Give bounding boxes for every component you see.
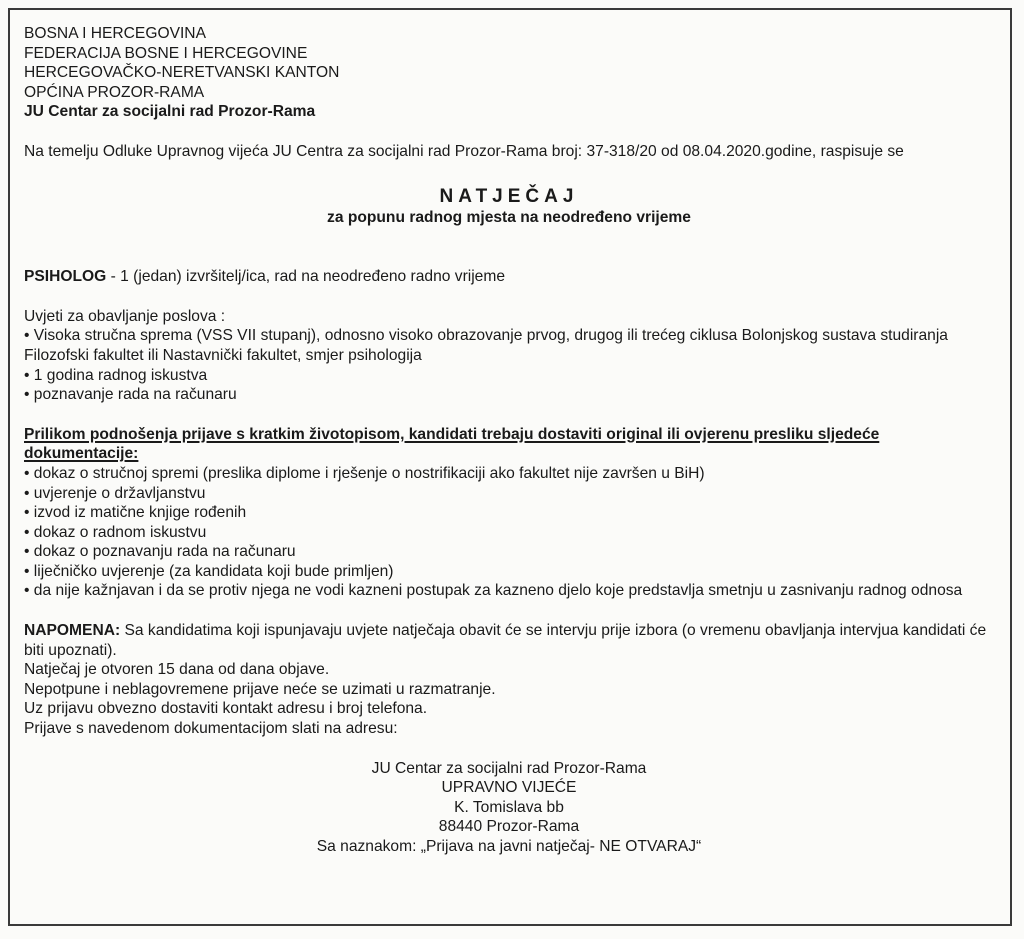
address-block [24,759,994,857]
document-item: • uvjerenje o državljanstvu [24,484,206,502]
header-canton: HERCEGOVAČKO-NERETVANSKI KANTON [24,64,340,82]
documents-heading: Prilikom podnošenja prijave s kratkim životopisom, kandidati trebaju dostaviti original ili ovjerenu presliku sljedeće dokumentacije: [24,425,880,463]
documents-section [24,425,994,601]
document-subtitle: za popunu radnog mjesta na neodređeno vrijeme [327,208,691,226]
condition-item: • poznavanje rada na računaru [24,386,237,404]
document-item: • liječničko uvjerenje (za kandidata koji bude primljen) [24,562,394,580]
note-text: Sa kandidatima koji ispunjavaju uvjete natječaja obavit će se intervju prije izbora (o vremenu obavljanja intervjua kandidati će biti upoznati). [24,622,987,659]
address-street: K. Tomislava bb [454,798,564,816]
address-council: UPRAVNO VIJEĆE [441,779,577,797]
address-city: 88440 Prozor-Rama [438,818,580,836]
document-content [24,24,994,857]
document-item: • dokaz o radnom iskustvu [24,523,207,541]
header-block [24,24,994,122]
header-institution: JU Centar za socijalni rad Prozor-Rama [24,103,316,121]
note-line: Nepotpune i neblagovremene prijave neće se uzimati u razmatranje. [24,680,496,698]
document-item: • dokaz o poznavanju rada na računaru [24,543,296,561]
address-institution: JU Centar za socijalni rad Prozor-Rama [371,759,647,777]
note-line: Prijave s navedenom dokumentacijom slati na adresu: [24,720,398,738]
header-country: BOSNA I HERCEGOVINA [24,25,206,42]
title-block [24,186,994,228]
address-marking: Sa naznakom: „Prijava na javni natječaj- NE OTVARAJ“ [316,838,702,855]
document-item: • da nije kažnjavan i da se protiv njega ne vodi kazneni postupak za kazneno djelo koje predstavlja smetnju u zasnivanju radnog odnosa [24,582,963,600]
position-line [24,267,994,287]
header-municipality: OPĆINA PROZOR-RAMA [24,83,205,101]
intro-paragraph: Na temelju Odluke Upravnog vijeća JU Centra za socijalni rad Prozor-Rama broj: 37-318/20 od 08.04.2020.godine, raspisuje se [24,142,904,160]
condition-item: • Visoka stručna sprema (VSS VII stupanj), odnosno visoko obrazovanje prvog, drugog ili trećeg ciklusa Bolonjskog sustava studiranja Filozofski fakultet ili Nastavnički fakultet, smjer psihologija [24,327,948,364]
note-section [24,621,994,739]
document-item: • izvod iz matične knjige rođenih [24,504,247,522]
header-federation: FEDERACIJA BOSNE I HERCEGOVINE [24,44,308,62]
condition-item: • 1 godina radnog iskustva [24,366,208,384]
note-paragraph [24,621,994,660]
position-name: PSIHOLOG [24,268,107,286]
conditions-heading: Uvjeti za obavljanje poslova : [24,307,226,325]
note-line: Uz prijavu obvezno dostaviti kontakt adresu i broj telefona. [24,700,428,718]
position-description: - 1 (jedan) izvršitelj/ica, rad na neodređeno radno vrijeme [106,268,506,286]
document-title: NATJEČAJ [439,185,579,207]
document-item: • dokaz o stručnoj spremi (preslika diplome i rješenje o nostrifikaciji ako fakultet nije završen u BiH) [24,464,705,482]
note-line: Natječaj je otvoren 15 dana od dana objave. [24,661,330,679]
note-label: NAPOMENA: [24,622,121,640]
conditions-section [24,307,994,405]
